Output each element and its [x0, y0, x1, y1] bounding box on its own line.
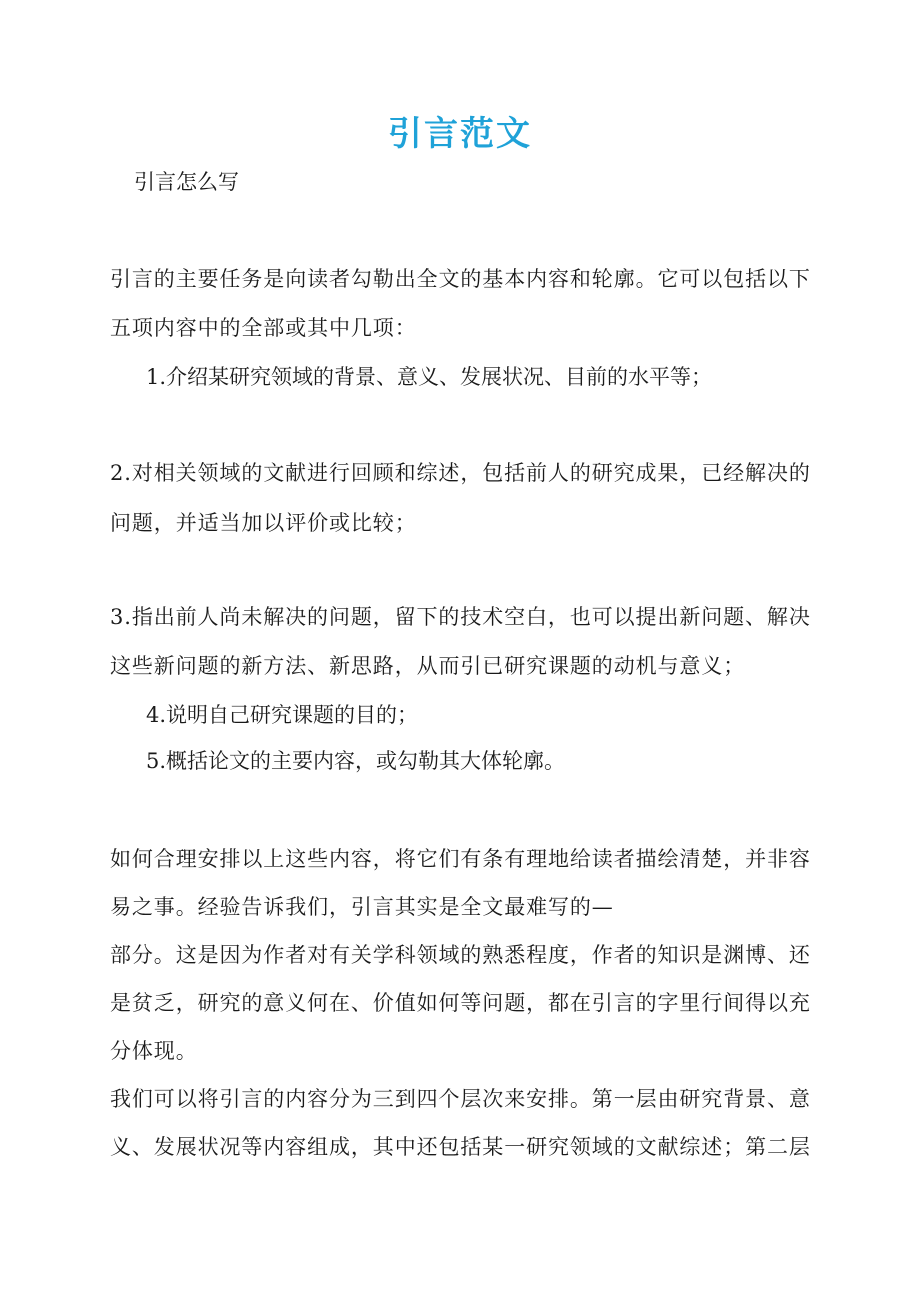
paragraph-line: 如何合理安排以上这些内容，将它们有条有理地给读者描绘清楚，并非容: [110, 847, 811, 871]
list-item-3: 3.指出前人尚未解决的问题，留下的技术空白，也可以提出新问题、解决: [110, 605, 811, 629]
paragraph-line: 分体现。: [110, 1039, 198, 1063]
paragraph-line: 引言的主要任务是向读者勾勒出全文的基本内容和轮廓。它可以包括以下: [110, 267, 811, 291]
list-item-1: 1.介绍某研究领域的背景、意义、发展状况、目前的水平等；: [146, 365, 713, 389]
paragraph-line: 这些新问题的新方法、新思路，从而引已研究课题的动机与意义；: [110, 654, 746, 678]
list-item-4: 4.说明自己研究课题的目的；: [146, 703, 419, 727]
paragraph-line: 我们可以将引言的内容分为三到四个层次来安排。第一层由研究背景、意: [110, 1087, 811, 1111]
paragraph-line: 问题，并适当加以评价或比较；: [110, 511, 417, 535]
list-item-2: 2.对相关领域的文献进行回顾和综述，包括前人的研究成果，已经解决的: [110, 461, 811, 485]
paragraph-line: 是贫乏，研究的意义何在、价值如何等问题，都在引言的字里行间得以充: [110, 991, 811, 1015]
document-title: 引言范文: [388, 114, 532, 154]
document-subtitle: 引言怎么写: [134, 170, 239, 194]
list-item-5: 5.概括论文的主要内容，或勾勒其大体轮廓。: [146, 749, 566, 773]
paragraph-line: 部分。这是因为作者对有关学科领域的熟悉程度，作者的知识是渊博、还: [110, 943, 811, 967]
paragraph-line: 五项内容中的全部或其中几项：: [110, 316, 417, 340]
paragraph-line: 义、发展状况等内容组成，其中还包括某一研究领域的文献综述；第二层: [110, 1135, 811, 1159]
paragraph-line: 易之事。经验告诉我们，引言其实是全文最难写的—: [110, 895, 614, 919]
